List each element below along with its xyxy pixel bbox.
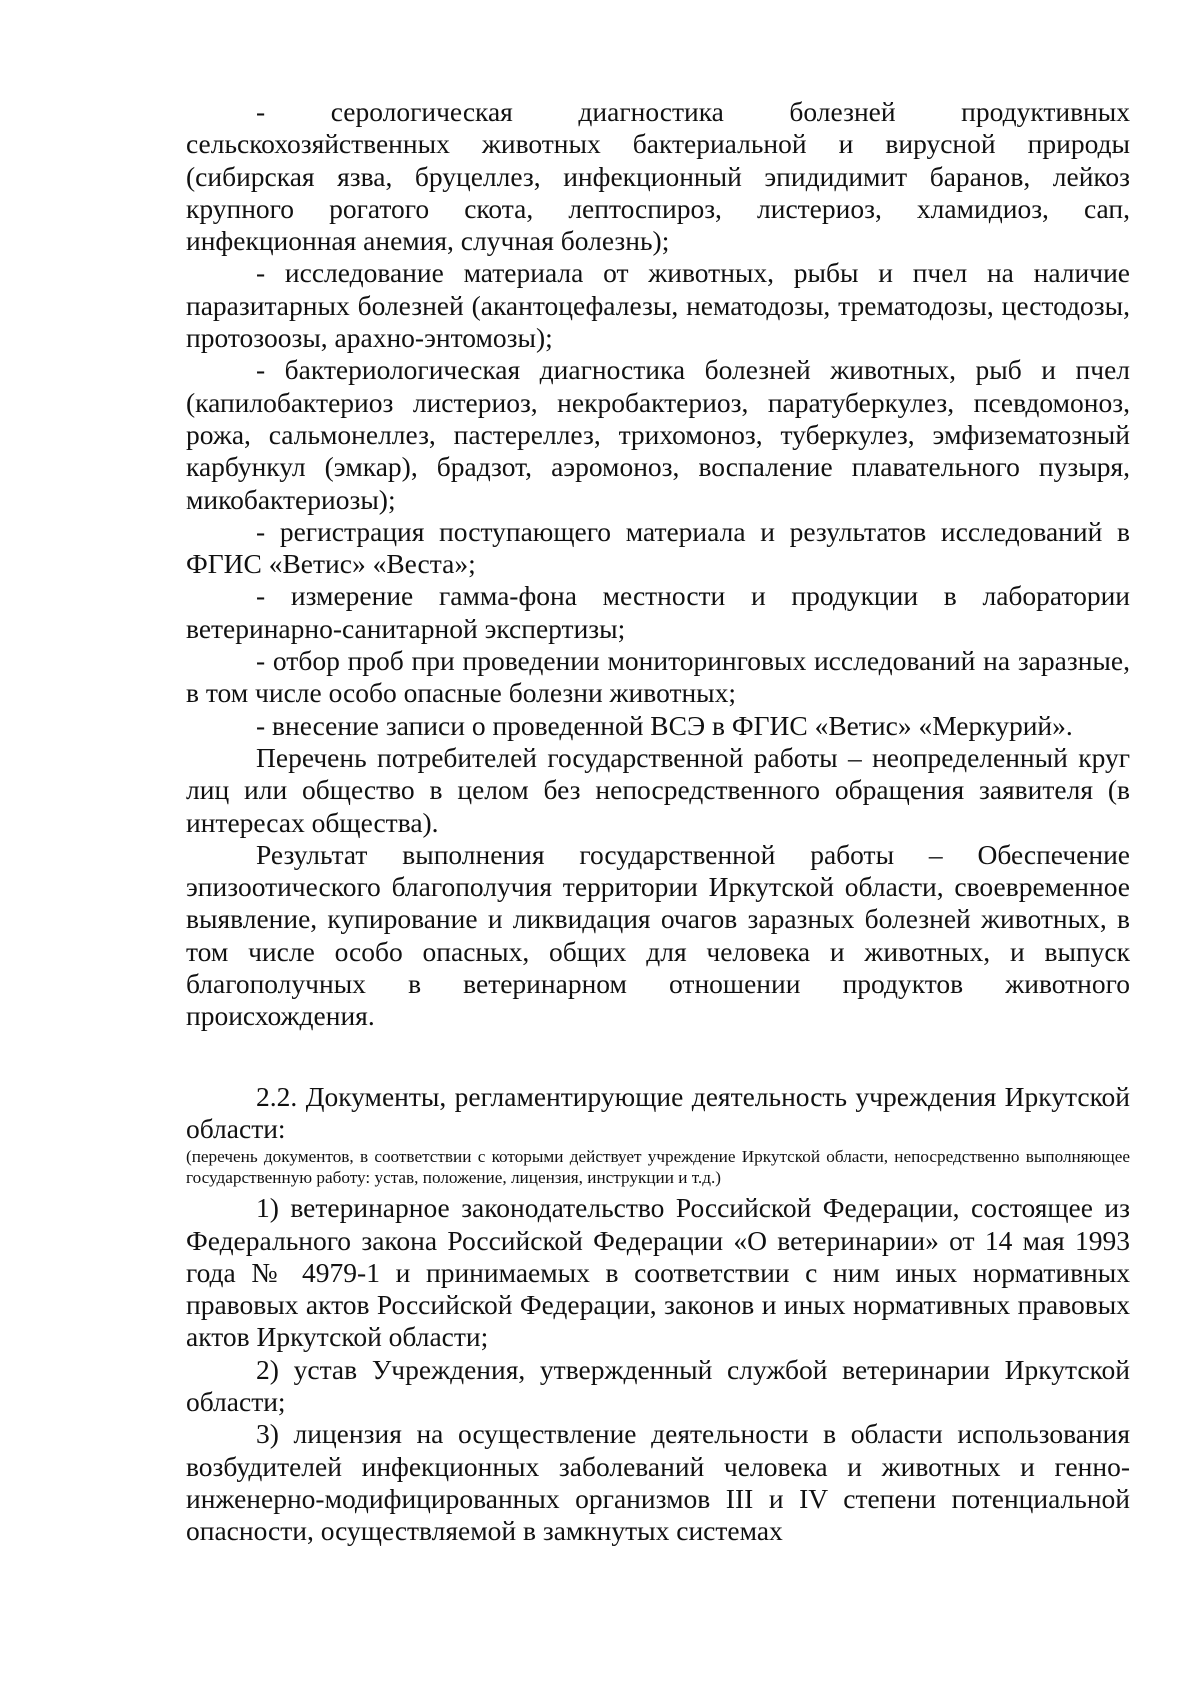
list-item-veterinary-legislation: 1) ветеринарное законодательство Российской Федерации, состоящее из Федерального закона Российской Федерации «О ветеринарии» от 14 мая 1993 года № 4979-1 и принимаемых в соответствии с ним иных нормативных правовых актов Российской Федерации, законов и иных нормативных правовых актов Иркутской области;	[186, 1192, 1130, 1353]
section-spacer	[186, 1033, 1130, 1081]
section-note: (перечень документов, в соответствии с которыми действует учреждение Иркутской области, непосредственно выполняющее государственную работу: устав, положение, лицензия, инструкции и т.д.)	[186, 1147, 1130, 1187]
paragraph-sampling: - отбор проб при проведении мониторинговых исследований на заразные, в том числе особо опасные болезни животных;	[186, 645, 1130, 709]
document-page	[186, 96, 1130, 1547]
paragraph-gamma-background: - измерение гамма-фона местности и продукции в лаборатории ветеринарно-санитарной экспертизы;	[186, 580, 1130, 644]
paragraph-bacteriological-diagnostics: - бактериологическая диагностика болезней животных, рыб и пчел (капилобактериоз листериоз, некробактериоз, паратуберкулез, псевдомоноз, рожа, сальмонеллез, пастереллез, трихомоноз, туберкулез, эмфизематозный карбункул (эмкар), брадзот, аэромоноз, воспаление плавательного пузыря, микобактериозы);	[186, 354, 1130, 515]
paragraph-serological-diagnostics: - серологическая диагностика болезней продуктивных сельскохозяйственных животных бактериальной и вирусной природы (сибирская язва, бруцеллез, инфекционный эпидидимит баранов, лейкоз крупного рогатого скота, лептоспироз, листериоз, хламидиоз, сап, инфекционная анемия, случная болезнь);	[186, 96, 1130, 257]
section-heading: 2.2. Документы, регламентирующие деятельность учреждения Иркутской области:	[186, 1080, 1130, 1144]
paragraph-mercury-record: - внесение записи о проведенной ВСЭ в ФГИС «Ветис» «Меркурий».	[256, 709, 1073, 741]
paragraph-consumers: Перечень потребителей государственной работы – неопределенный круг лиц или общество в целом без непосредственного обращения заявителя (в интересах общества).	[186, 741, 1130, 838]
paragraph-parasitic-research: - исследование материала от животных, рыбы и пчел на наличие паразитарных болезней (акантоцефалезы, нематодозы, трематодозы, цестодозы, протозоозы, арахно-энтомозы);	[186, 257, 1130, 354]
paragraph-result: Результат выполнения государственной работы – Обеспечение эпизоотического благополучия территории Иркутской области, своевременное выявление, купирование и ликвидация очагов заразных болезней животных, в том числе особо опасных, общих для человека и животных, и выпуск благополучных в ветеринарном отношении продуктов животного происхождения.	[186, 838, 1130, 1032]
list-item-charter: 2) устав Учреждения, утвержденный службой ветеринарии Иркутской области;	[186, 1353, 1130, 1417]
list-item-license: 3) лицензия на осуществление деятельности в области использования возбудителей инфекционных заболеваний человека и животных и генно-инженерно-модифицированных организмов III и IV степени потенциальной опасности, осуществляемой в замкнутых системах	[186, 1418, 1130, 1547]
paragraph-registration-vesta: - регистрация поступающего материала и результатов исследований в ФГИС «Ветис» «Веста»;	[186, 515, 1130, 580]
